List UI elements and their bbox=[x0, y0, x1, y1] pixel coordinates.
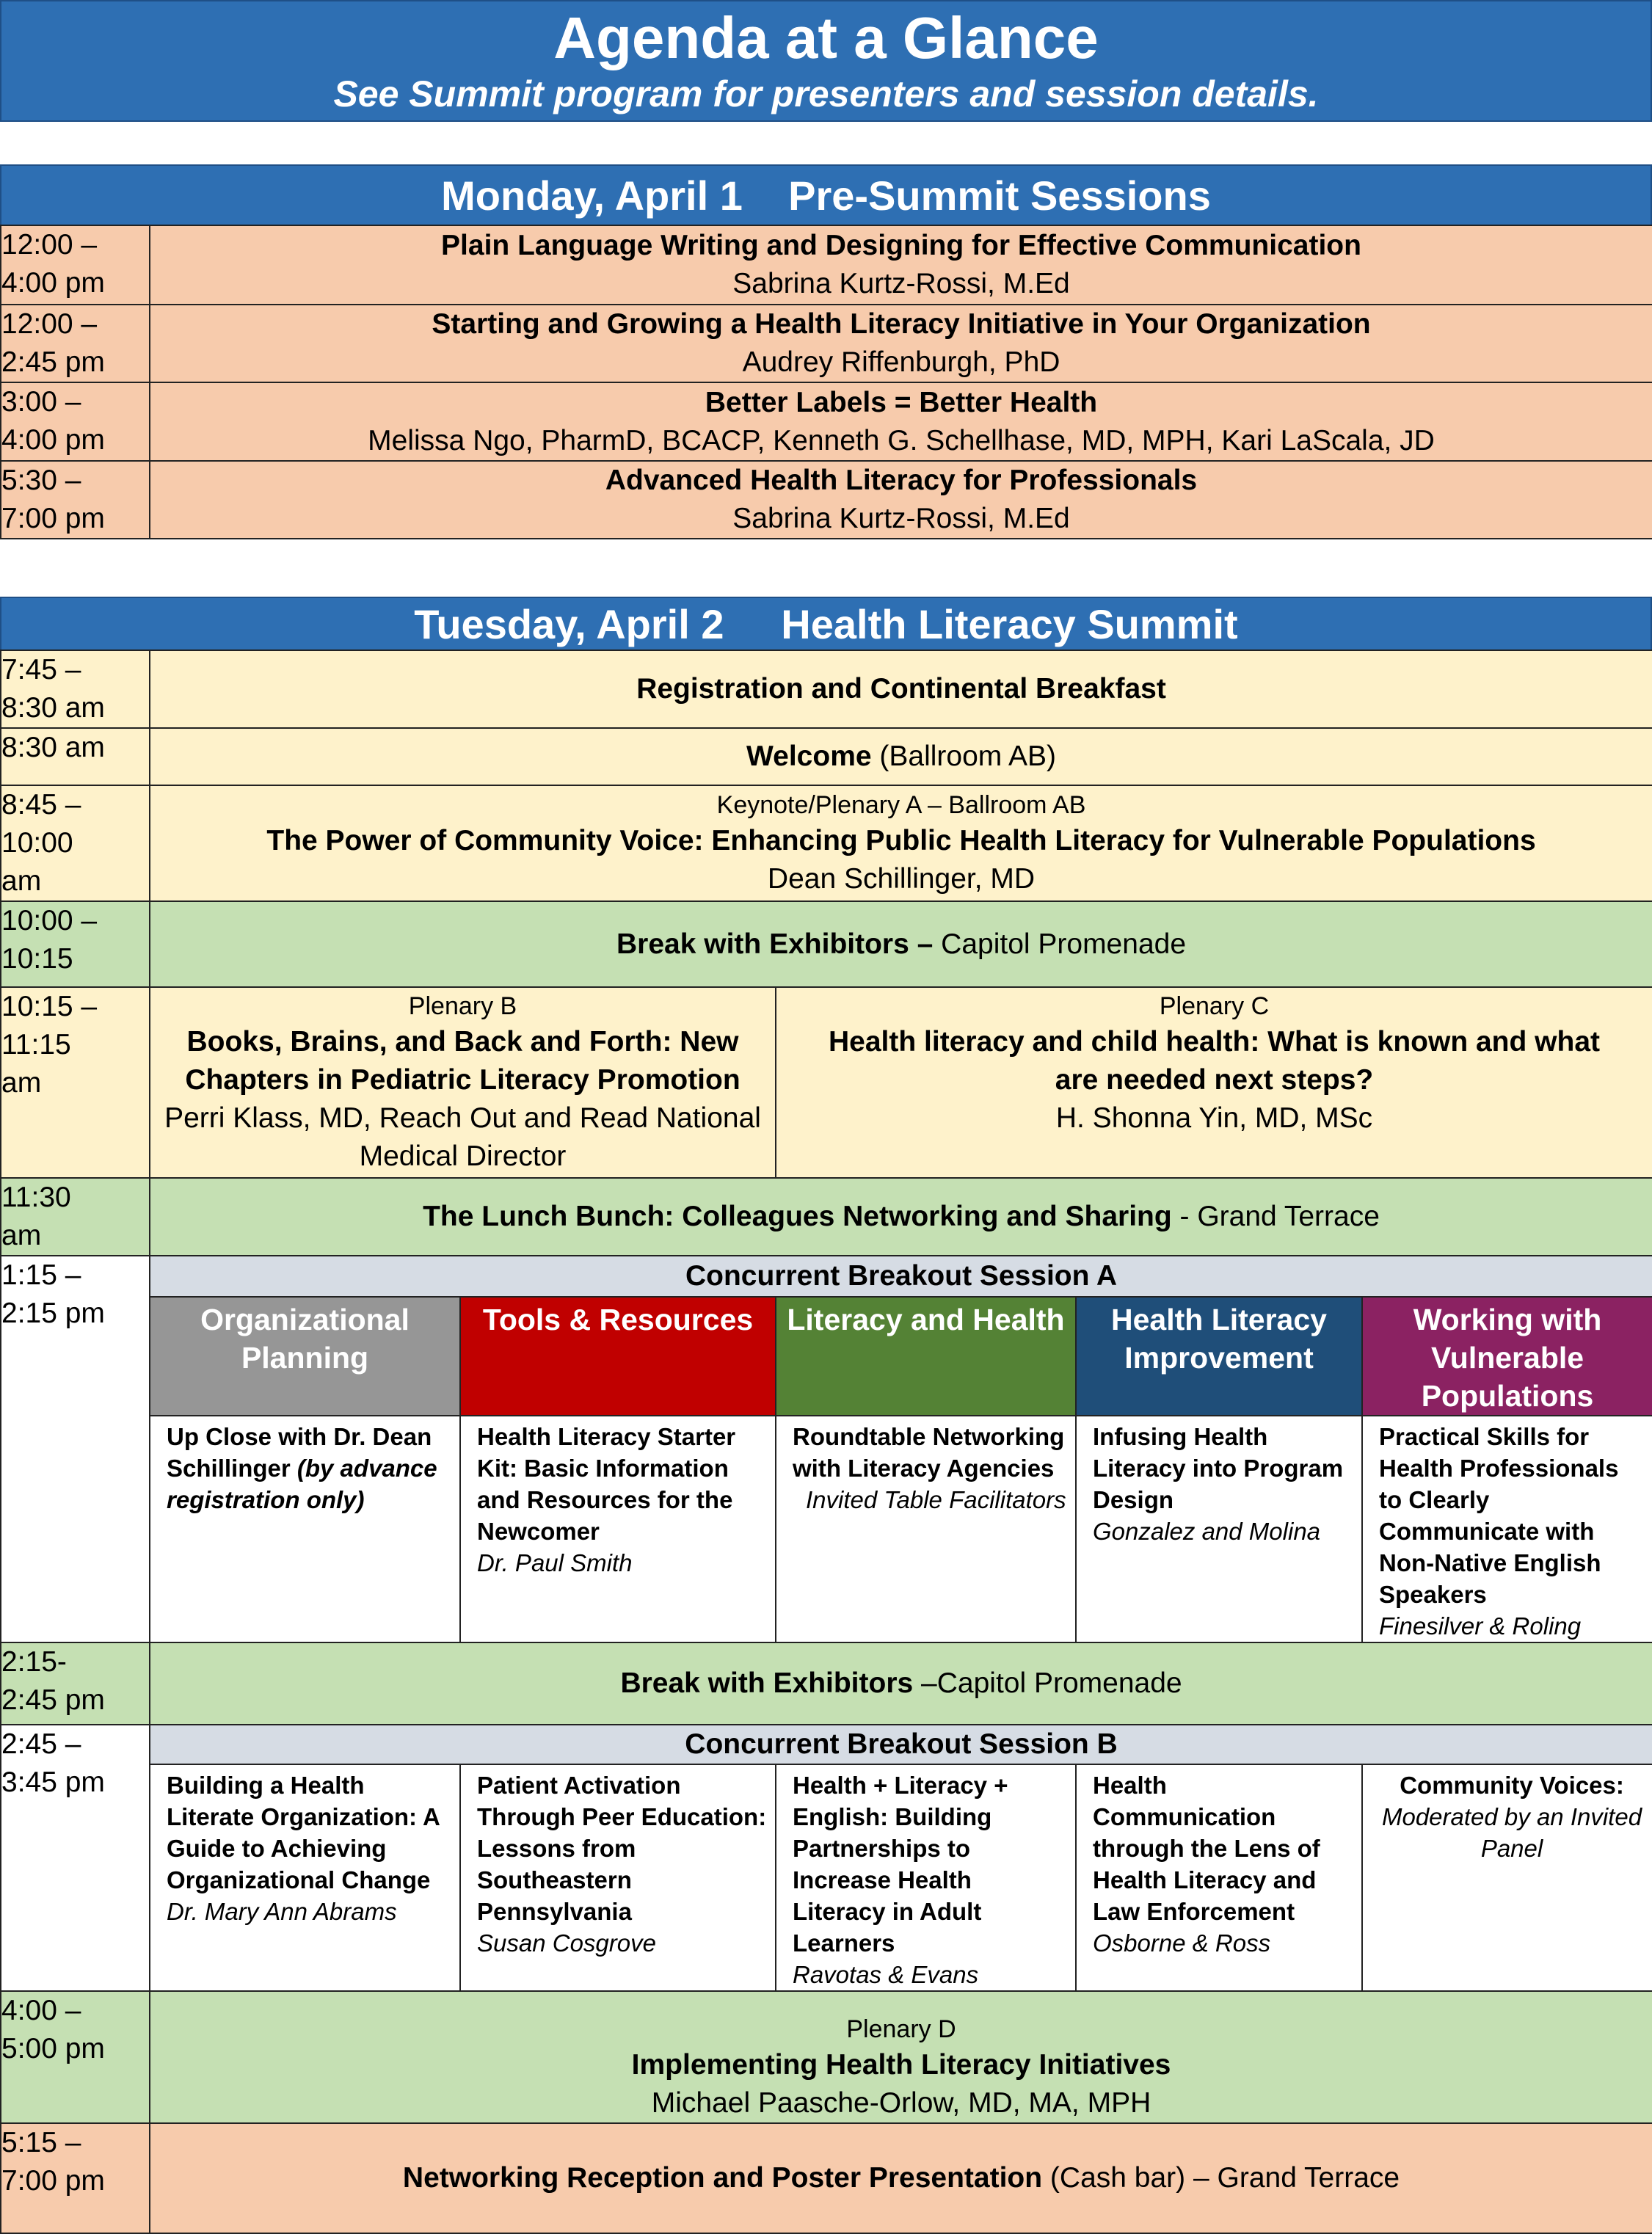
time-cell: 7:45 – 8:30 am bbox=[1, 650, 150, 728]
welcome-cell bbox=[150, 728, 1652, 785]
time-cell: 10:00 – 10:15 bbox=[1, 901, 150, 987]
session-presenter: Sabrina Kurtz-Rossi, M.Ed bbox=[732, 268, 1070, 299]
session-title: Advanced Health Literacy for Professionals bbox=[605, 465, 1198, 496]
track-tools-resources: Tools & Resources bbox=[460, 1297, 776, 1416]
plenary-d-title: Implementing Health Literacy Initiatives bbox=[631, 2049, 1171, 2081]
welcome-location: (Ballroom AB) bbox=[871, 741, 1056, 772]
keynote-title: The Power of Community Voice: Enhancing Public Health Literacy for Vulnerable Populations bbox=[266, 825, 1536, 856]
monday-row bbox=[1, 225, 1652, 305]
page-title: Agenda at a Glance bbox=[553, 5, 1099, 70]
lunch-location: - Grand Terrace bbox=[1171, 1201, 1380, 1232]
session-title: Starting and Growing a Health Literacy Initiative in Your Organization bbox=[432, 308, 1371, 340]
session-presenter: Audrey Riffenburgh, PhD bbox=[742, 346, 1060, 378]
track-vulnerable-populations: Working with Vulnerable Populations bbox=[1362, 1297, 1652, 1416]
plenary-b-presenter: Perri Klass, MD, Reach Out and Read National Medical Director bbox=[164, 1102, 761, 1172]
break-title: Break with Exhibitors bbox=[620, 1667, 914, 1699]
session-cell bbox=[150, 305, 1652, 382]
break-row bbox=[1, 901, 1652, 987]
track-organizational-planning: Organizational Planning bbox=[150, 1297, 460, 1416]
tuesday-schedule bbox=[0, 650, 1652, 2234]
monday-row bbox=[1, 382, 1652, 461]
session-cell bbox=[150, 225, 1652, 305]
session-b-5: Community Voices: Moderated by an Invited Panel bbox=[1362, 1764, 1652, 1991]
track-health-literacy-improvement: Health Literacy Improvement bbox=[1076, 1297, 1362, 1416]
session-b-3: Health + Literacy + English: Building Partnerships to Increase Health Literacy in Adult Learners Ravotas & Evans bbox=[776, 1764, 1076, 1991]
session-b-row bbox=[1, 1764, 1652, 1991]
plenary-d-cell bbox=[150, 1991, 1652, 2123]
session-a-row bbox=[1, 1416, 1652, 1642]
plenary-d-presenter: Michael Paasche-Orlow, MD, MA, MPH bbox=[651, 2087, 1151, 2119]
keynote-row bbox=[1, 785, 1652, 901]
session-note: (by advance registration only) bbox=[167, 1455, 437, 1513]
keynote-cell bbox=[150, 785, 1652, 901]
time-cell: 2:15- 2:45 pm bbox=[1, 1642, 150, 1725]
break-row bbox=[1, 1642, 1652, 1725]
session-title: Plain Language Writing and Designing for Effective Communication bbox=[441, 230, 1361, 261]
session-b-2: Patient Activation Through Peer Education: Lessons from Southeastern Pennsylvania Susan Cosgrove bbox=[460, 1764, 776, 1991]
tracks-row bbox=[1, 1297, 1652, 1416]
time-cell: 12:00 – 2:45 pm bbox=[1, 305, 150, 382]
break-location: Capitol Promenade bbox=[933, 928, 1187, 960]
plenary-c-presenter: H. Shonna Yin, MD, MSc bbox=[1055, 1102, 1373, 1134]
tuesday-heading-text: Tuesday, April 2 Health Literacy Summit bbox=[414, 600, 1238, 647]
session-b-1: Building a Health Literate Organization: A Guide to Achieving Organizational Change Dr. Mary Ann Abrams bbox=[150, 1764, 460, 1991]
time-cell: 2:45 – 3:45 pm bbox=[1, 1725, 150, 1991]
session-b-heading: Concurrent Breakout Session B bbox=[150, 1725, 1652, 1764]
plenaries-row bbox=[1, 987, 1652, 1178]
time-cell: 3:00 – 4:00 pm bbox=[1, 382, 150, 461]
reception-cell bbox=[150, 2123, 1652, 2233]
session-a-heading: Concurrent Breakout Session A bbox=[150, 1256, 1652, 1297]
time-cell: 8:45 – 10:00 am bbox=[1, 785, 150, 901]
welcome-row bbox=[1, 728, 1652, 785]
monday-heading-text: Monday, April 1 Pre-Summit Sessions bbox=[441, 172, 1211, 219]
plenary-b-label: Plenary B bbox=[408, 992, 517, 1020]
tuesday-heading bbox=[0, 597, 1652, 651]
registration-title: Registration and Continental Breakfast bbox=[150, 650, 1652, 728]
lunch-cell bbox=[150, 1178, 1652, 1256]
session-a-3: Roundtable Networking with Literacy Agencies Invited Table Facilitators bbox=[776, 1416, 1076, 1642]
time-cell: 11:30 am bbox=[1, 1178, 150, 1256]
session-a-5: Practical Skills for Health Professionals to Clearly Communicate with Non-Native English Speakers Finesilver & Roling bbox=[1362, 1416, 1652, 1642]
reception-title: Networking Reception and Poster Presentation bbox=[402, 2162, 1043, 2194]
welcome-title: Welcome bbox=[746, 741, 872, 772]
plenary-c-label: Plenary C bbox=[1159, 992, 1270, 1020]
keynote-presenter: Dean Schillinger, MD bbox=[767, 863, 1036, 895]
plenary-b-cell bbox=[150, 987, 776, 1178]
lunch-row bbox=[1, 1178, 1652, 1256]
lunch-title: The Lunch Bunch: Colleagues Networking and Sharing bbox=[423, 1201, 1172, 1232]
session-cell bbox=[150, 461, 1652, 539]
time-cell: 12:00 – 4:00 pm bbox=[1, 225, 150, 305]
break-cell bbox=[150, 1642, 1652, 1725]
session-presenter: Melissa Ngo, PharmD, BCACP, Kenneth G. Schellhase, MD, MPH, Kari LaScala, JD bbox=[368, 424, 1435, 456]
monday-schedule bbox=[0, 225, 1652, 539]
session-a-heading-row bbox=[1, 1256, 1652, 1297]
session-cell bbox=[150, 382, 1652, 461]
break-cell bbox=[150, 901, 1652, 987]
plenary-b-title: Books, Brains, and Back and Forth: New Chapters in Pediatric Literacy Promotion bbox=[185, 1026, 741, 1096]
time-cell: 5:30 – 7:00 pm bbox=[1, 461, 150, 539]
time-cell: 10:15 – 11:15 am bbox=[1, 987, 150, 1178]
plenary-c-cell bbox=[776, 987, 1652, 1178]
session-a-2: Health Literacy Starter Kit: Basic Information and Resources for the Newcomer Dr. Paul Smith bbox=[460, 1416, 776, 1642]
session-b-heading-row bbox=[1, 1725, 1652, 1764]
plenary-d-label: Plenary D bbox=[846, 2015, 956, 2043]
time-cell: 1:15 – 2:15 pm bbox=[1, 1256, 150, 1642]
session-title: Better Labels = Better Health bbox=[705, 386, 1098, 418]
time-cell: 8:30 am bbox=[1, 728, 150, 785]
reception-row bbox=[1, 2123, 1652, 2233]
break-title: Break with Exhibitors – bbox=[616, 928, 934, 960]
session-a-4: Infusing Health Literacy into Program Design Gonzalez and Molina bbox=[1076, 1416, 1362, 1642]
reception-note: (Cash bar) – Grand Terrace bbox=[1042, 2162, 1400, 2194]
session-b-4: Health Communication through the Lens of Health Literacy and Law Enforcement Osborne & Ross bbox=[1076, 1764, 1362, 1991]
session-presenter: Sabrina Kurtz-Rossi, M.Ed bbox=[732, 503, 1070, 534]
plenary-d-row bbox=[1, 1991, 1652, 2123]
page-subtitle: See Summit program for presenters and session details. bbox=[333, 73, 1319, 114]
keynote-label: Keynote/Plenary A – Ballroom AB bbox=[716, 791, 1086, 819]
monday-row bbox=[1, 461, 1652, 539]
plenary-c-title: Health literacy and child health: What is known and what are needed next steps? bbox=[829, 1026, 1600, 1096]
agenda-banner bbox=[0, 0, 1652, 122]
break-location: –Capitol Promenade bbox=[913, 1667, 1182, 1699]
monday-heading bbox=[0, 164, 1652, 226]
time-cell: 5:15 – 7:00 pm bbox=[1, 2123, 150, 2233]
session-a-1: Up Close with Dr. Dean Schillinger (by advance registration only) bbox=[150, 1416, 460, 1642]
time-cell: 4:00 – 5:00 pm bbox=[1, 1991, 150, 2123]
monday-row bbox=[1, 305, 1652, 382]
track-literacy-health: Literacy and Health bbox=[776, 1297, 1076, 1416]
registration-row bbox=[1, 650, 1652, 728]
